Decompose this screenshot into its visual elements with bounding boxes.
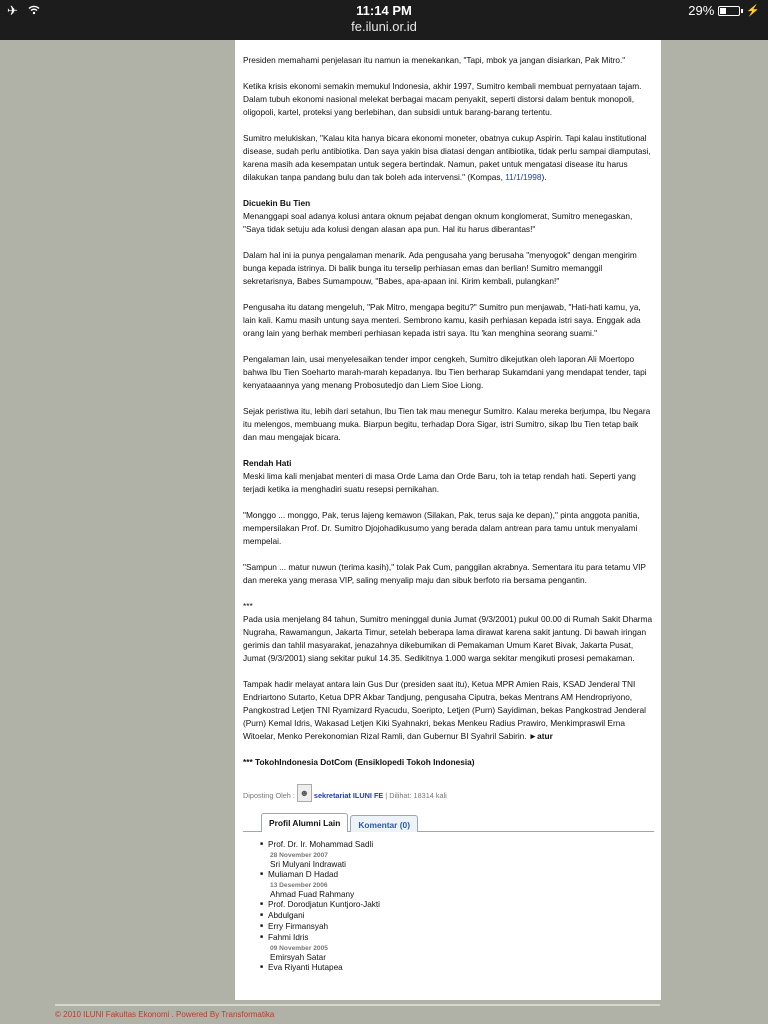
article-paragraph: Dalam hal ini ia punya pengalaman menarik. Ada pengusaha yang berusaha "menyogok" dengan mengirim bunga kepada istrinya. Di balik bunga itu terselip perhiasan emas dan berlian! Sumitro memanggil sekretarisnya, Babes Sumampouw, "Babes, apa-apaan ini. Kirim kembali, pulangkan!" [243, 250, 637, 286]
alumni-date: 13 Desember 2006 [270, 882, 328, 889]
alumni-item[interactable]: Ahmad Fuad Rahmany [270, 890, 355, 899]
article-paragraph: Meski lima kali menjabat menteri di masa Orde Lama dan Orde Baru, toh ia tetap rendah hati. Seperti yang terjadi ketika ia menghadiri suatu resepsi pernikahan. [243, 471, 636, 494]
alumni-item[interactable]: ■ Fahmi Idris [260, 933, 654, 944]
alumni-item[interactable]: ■ Muliaman D Hadad [260, 870, 654, 881]
tab-bar [243, 813, 654, 832]
separator-stars: *** [243, 601, 253, 611]
alumni-item[interactable]: Sri Mulyani Indrawati [270, 860, 346, 869]
article-paragraph: Pada usia menjelang 84 tahun, Sumitro meninggal dunia Jumat (9/3/2001) pukul 00.00 di Rumah Sakit Dharma Nugraha, Rawamangun, Jakarta Timur, setelah beberapa lama dirawat karena sakit jantung. Di bawah iringan gerimis dan tahlil masyarakat, jenazahnya dikebumikan di Pemakaman Umum Karet Bivak, Jakarta Pusat, Jumat (9/3/2001) siang sekitar pukul 14.35. Sedikitnya 1.000 warga sekitar mengikuti prosesi pemakaman. [243, 614, 653, 663]
article-paragraph: Pengusaha itu datang mengeluh, "Pak Mitro, mengapa begitu?" Sumitro pun menjawab, "Hati-hati kamu, ya, lain kali. Kamu masih untung saya menteri. Sembrono kamu, kasih perhiasan kepada istri saya. Enggak ada orang lain yang berhak memberi perhiasan kepada istri saya. Itu 'kan menghina seorang suami." [243, 302, 641, 338]
kompas-link[interactable]: 11/1/1998 [505, 172, 542, 182]
battery-percent: 29% [688, 3, 715, 18]
article-paragraph: Menanggapi soal adanya kolusi antara oknum pejabat dengan oknum konglomerat, Sumitro menegaskan, "Saya tidak setuju ada kolusi dengan alasan apa pun. Hal itu harus diberantas!" [243, 211, 633, 234]
alumni-item[interactable]: ■ Abdulgani [260, 911, 654, 922]
article-paragraph: Tampak hadir melayat antara lain Gus Dur (presiden saat itu), Ketua MPR Amien Rais, KSAD Jenderal TNI Endriartono Sutarto, Ketua DPR Akbar Tandjung, pengusaha Ciputra, bekas Mentrans AM Hendropriyono, Pangkostrad Letjen TNI Ryamizard Ryacudu, Soeripto, Letjen (Purn) Sayidiman, bekas Pangkostrad Jenderal (Purn) Kemal Idris, Wakasad Letjen Kiki Syahnakri, bekas Menkeu Radius Prawiro, Menkimpraswil Erna Witoelar, Menko Perekonomian Rizal Ramli, dan Gubernur BI Syahril Sabirin. ►atur [243, 679, 646, 741]
author-link[interactable]: sekretariat ILUNI FE [313, 791, 384, 800]
atur-link[interactable]: ►atur [528, 731, 553, 741]
alumni-date: 09 November 2005 [270, 945, 328, 952]
article-body [235, 28, 661, 974]
footer-divider [55, 1004, 660, 1006]
charging-icon: ⚡ [746, 5, 760, 17]
article-paragraph: "Monggo ... monggo, Pak, terus lajeng kemawon (Silakan, Pak, terus saja ke depan)," pinta anggota panitia, mempersilakan Prof. Dr. Sumitro Djojohadikusumo yang berada dalam antrean para tamu untuk menyalami mempelai. [243, 510, 640, 546]
section-heading: Rendah Hati [243, 458, 292, 468]
article-paragraph: Sumitro melukiskan, "Kalau kita hanya bicara ekonomi moneter, obatnya cukup Aspirin. Tapi kalau institutional disease, sudah perlu antibiotika. Dan saya yakin bisa diatasi dengan antibiotika, tidak perlu sampai diamputasi, karena masih ada kesempatan untuk segera bertindak. Namun, paket untuk mengatasi disease itu harus dilakukan tanpa pandang bulu dan tak boleh ada intervensi." (Kompas, 11/1/1998). [243, 133, 651, 182]
article-paragraph: Pengalaman lain, usai menyelesaikan tender impor cengkeh, Sumitro dikejutkan oleh laporan Ali Moertopo bahwa Ibu Tien Soeharto marah-marah kepadanya. Ibu Tien berharap Sukamdani yang mendapat tender, tapi kenyataaannya yang menang Probosutedjo dan Liem Sioe Liong. [243, 354, 647, 390]
tab-komentar[interactable]: Komentar (0) [350, 815, 418, 832]
alumni-item[interactable]: Emirsyah Satar [270, 953, 326, 962]
footer-credit[interactable]: © 2010 ILUNI Fakultas Ekonomi . Powered By Transformatika [55, 1010, 275, 1019]
alumni-item[interactable]: ■ Erry Firmansyah [260, 922, 654, 933]
view-count: Dilihat: 18314 kali [389, 791, 447, 800]
alumni-item[interactable]: ■ Prof. Dorodjatun Kuntjoro-Jakti [260, 900, 654, 911]
battery-icon [718, 6, 740, 16]
section-heading: Dicuekin Bu Tien [243, 198, 311, 208]
alumni-date: 28 November 2007 [270, 852, 328, 859]
alumni-list [260, 840, 654, 974]
alumni-item[interactable]: ■ Prof. Dr. Ir. Mohammad Sadli [260, 840, 654, 851]
article-page [235, 28, 661, 1000]
clock: 11:14 PM [356, 3, 412, 18]
source-credit: *** TokohIndonesia DotCom (Ensiklopedi Tokoh Indonesia) [243, 757, 475, 767]
article-paragraph: Ketika krisis ekonomi semakin memukul Indonesia, akhir 1997, Sumitro kembali membuat pernyataan tajam. Dalam tubuh ekonomi nasional melekat berbagai macam penyakit, seperti distorsi dalam bentuk monopoli, oligopoli, kartel, proteksi yang berlebihan, dan subsidi untuk barang-barang tertentu. [243, 81, 642, 117]
battery-indicator [688, 3, 760, 18]
article-paragraph: Presiden memahami penjelasan itu namun ia menekankan, "Tapi, mbok ya jangan disiarkan, Pak Mitro." [243, 55, 626, 65]
alumni-item[interactable]: ■ Eva Riyanti Hutapea [260, 963, 654, 974]
article-paragraph: Sejak peristiwa itu, lebih dari setahun, Ibu Tien tak mau menegur Sumitro. Kalau mereka berjumpa, Ibu Negara itu melengos, membuang muka. Biarpun begitu, terhadap Dora Sigar, istri Sumitro, sikap Ibu Tien tetap baik dan mau mengajak bicara. [243, 406, 651, 442]
posted-by: Diposting Oleh : ☻ sekretariat ILUNI FE | Dilihat: 18314 kali [243, 782, 654, 802]
airplane-icon: ✈ [7, 3, 18, 18]
address-bar-url[interactable]: fe.iluni.or.id [351, 19, 417, 34]
tab-profil-alumni[interactable]: Profil Alumni Lain [261, 813, 348, 832]
status-bar [0, 0, 768, 40]
author-avatar-icon: ☻ [297, 784, 312, 802]
article-paragraph: "Sampun ... matur nuwun (terima kasih)," tolak Pak Cum, panggilan akrabnya. Sementara itu para tetamu VIP dan mereka yang merasa VIP, saling menyalip maju dan sibuk berfoto ria bersama pengantin. [243, 562, 646, 585]
